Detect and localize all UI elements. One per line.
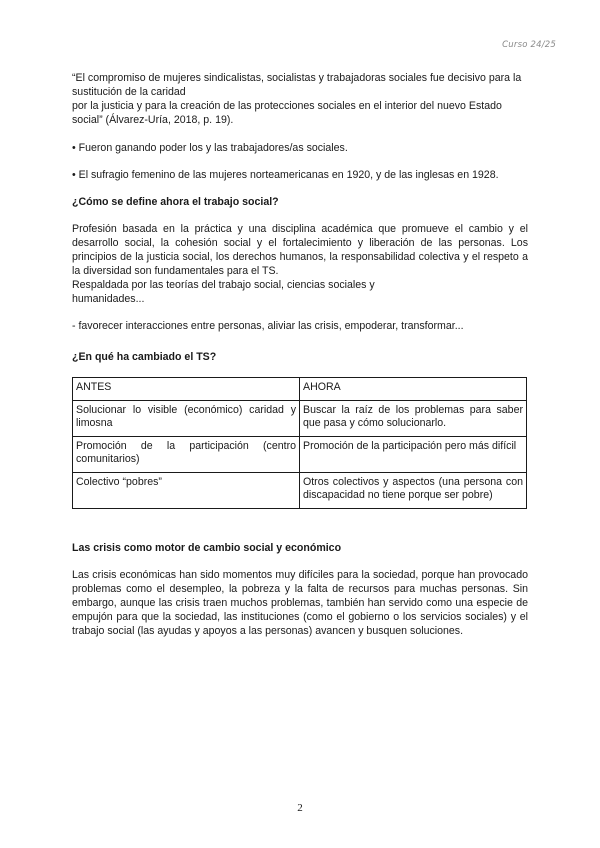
table-row [73,437,527,473]
quote-line: por la justicia y para la creación de las protecciones sociales en el interior del nuevo Estado social” (Álvarez-Uría, 2018, p. 19). [72,100,502,126]
bullet-item: • Fueron ganando poder los y las trabajadores/as sociales. [72,142,348,154]
table-cell: Otros colectivos y aspectos (una persona con discapacidad no tiene porque ser pobre) [300,473,527,509]
table-row [73,473,527,509]
table-header-cell: ANTES [73,378,300,401]
heading-change: ¿En qué ha cambiado el TS? [72,351,217,363]
table-cell: Colectivo “pobres” [73,473,300,509]
backed-line: humanidades... [72,293,145,305]
heading-crisis: Las crisis como motor de cambio social y económico [72,542,342,554]
table-cell: Promoción de la participación pero más difícil [300,437,527,473]
bullet-item: • El sufragio femenino de las mujeres norteamericanas en 1920, y de las inglesas en 1928. [72,169,499,181]
document-body [72,71,528,638]
backed-line: Respaldada por las teorías del trabajo social, ciencias sociales y [72,279,375,291]
quote-line: “El compromiso de mujeres sindicalistas, socialistas y trabajadoras sociales fue decisivo para la sustitución de la caridad [72,72,522,98]
crisis-paragraph: Las crisis económicas han sido momentos muy difíciles para la sociedad, porque han provocado problemas como el desempleo, la pobreza y la falta de recursos para muchas personas. Sin embargo, aunque las crisis traen muchos problemas, también han servido como una especie de empujón para que la sociedad, las instituciones (como el gobierno o los servicios sociales) y el trabajo social (las ayudas y apoyos a las personas) avancen y busquen soluciones. [72,569,528,637]
table-cell: Promoción de la participación (centro comunitarios) [73,437,300,473]
heading-definition: ¿Cómo se define ahora el trabajo social? [72,196,279,208]
definition-paragraph: Profesión basada en la práctica y una disciplina académica que promueve el cambio y el desarrollo social, la cohesión social y el fortalecimiento y liberación de las personas. Los principios de la justicia social, los derechos humanos, la responsabilidad colectiva y el respeto a la diversidad son fundamentales para el TS. [72,223,528,277]
table-row [73,401,527,437]
table-cell: Solucionar lo visible (económico) caridad y limosna [73,401,300,437]
page-number: 2 [297,802,303,814]
table-header-cell: AHORA [300,378,527,401]
header-course-note: Curso 24/25 [502,40,556,50]
quote-block [72,71,528,127]
table-cell: Buscar la raíz de los problemas para saber que pasa y cómo solucionarlo. [300,401,527,437]
table-header-row [73,378,527,401]
comparison-table [72,377,527,509]
dash-line: - favorecer interacciones entre personas, aliviar las crisis, empoderar, transformar... [72,320,464,332]
